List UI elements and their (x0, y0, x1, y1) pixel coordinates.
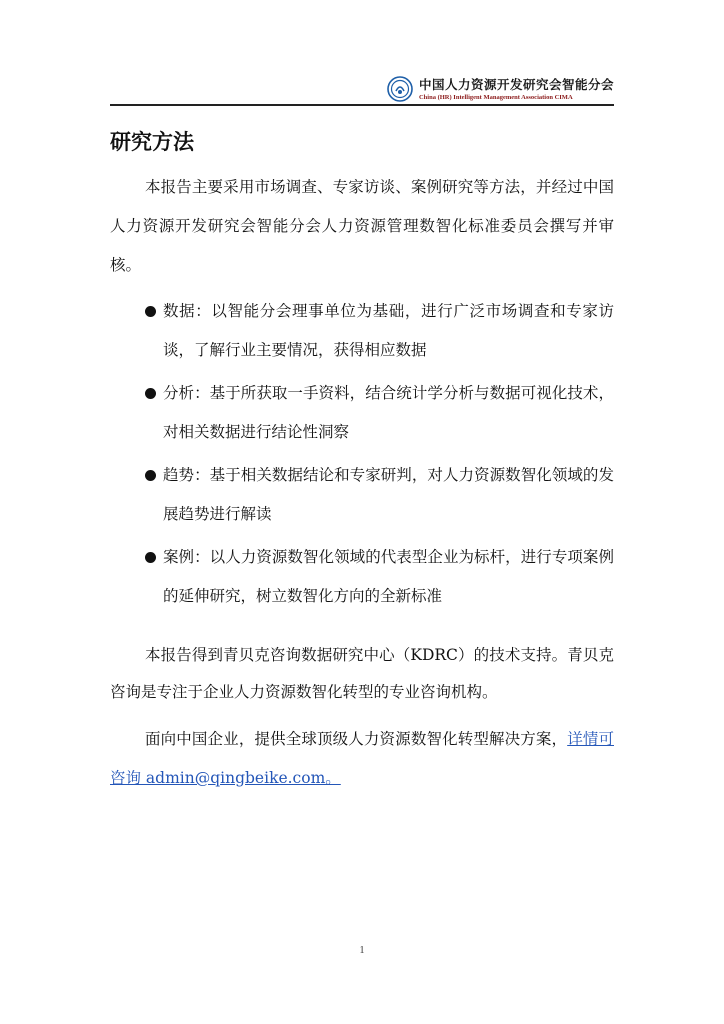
support-paragraph: 本报告得到青贝克咨询数据研究中心（KDRC）的技术支持。青贝克咨询是专注于企业人力资源数智化转型的专业咨询机构。 (110, 646, 614, 701)
bullet-text-analysis: 分析：基于所获取一手资料，结合统计学分析与数据可视化技术，对相关数据进行结论性洞察 (163, 384, 614, 441)
contact-prefix: 面向中国企业，提供全球顶级人力资源数智化转型解决方案， (145, 730, 568, 748)
contact-email-link[interactable]: 详情可咨询 admin@qingbeike.com。 (110, 730, 614, 787)
org-name-en: China (HR) Intelligent Management Association CIMA (418, 93, 573, 101)
list-item (110, 374, 614, 452)
page-number: 1 (359, 945, 365, 956)
bullet-icon (145, 470, 156, 481)
contact-paragraph (110, 720, 614, 798)
bullet-text-trend: 趋势：基于相关数据结论和专家研判，对人力资源数智化领域的发展趋势进行解读 (163, 466, 614, 523)
bullet-text-data: 数据：以智能分会理事单位为基础，进行广泛市场调查和专家访谈，了解行业主要情况，获得相应数据 (163, 302, 614, 359)
bullet-text-case: 案例：以人力资源数智化领域的代表型企业为标杆，进行专项案例的延伸研究，树立数智化方向的全新标准 (163, 548, 614, 605)
bullet-icon (145, 552, 156, 563)
page-header (110, 70, 614, 108)
org-name-cn: 中国人力资源开发研究会智能分会 (418, 76, 614, 92)
header-divider (110, 104, 614, 106)
list-item (110, 292, 614, 370)
list-item (110, 538, 614, 616)
intro-paragraph: 本报告主要采用市场调查、专家访谈、案例研究等方法，并经过中国人力资源开发研究会智能分会人力资源管理数智化标准委员会撰写并审核。 (110, 178, 614, 274)
bullet-icon (145, 306, 156, 317)
org-logo (387, 74, 614, 104)
cima-logo-icon (387, 76, 413, 102)
method-bullet-list (110, 292, 614, 620)
list-item (110, 456, 614, 534)
section-title: 研究方法 (110, 130, 194, 154)
bullet-icon (145, 388, 156, 399)
